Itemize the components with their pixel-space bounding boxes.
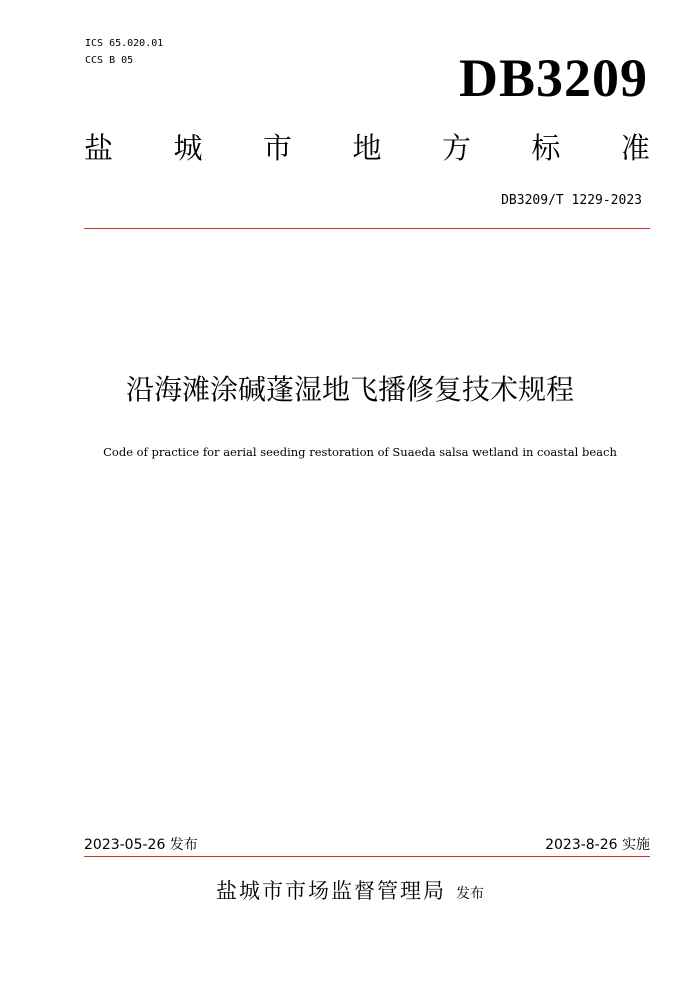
standard-type-char: 准: [620, 131, 650, 165]
db-code: DB3209: [458, 48, 648, 108]
ics-code: ICS 65.020.01: [85, 38, 164, 49]
top-divider: [84, 228, 650, 229]
issue-date: 2023-05-26 发布: [84, 837, 198, 853]
issuer: [0, 876, 700, 909]
standard-type-char: 市: [262, 131, 292, 165]
standard-type-char: 城: [173, 131, 203, 165]
english-title: Code of practice for aerial seeding restoration of Suaeda salsa wetland in coastal beach: [103, 445, 617, 459]
standard-number: DB3209/T 1229-2023: [501, 193, 642, 208]
implementation-date: 2023-8-26 实施: [545, 837, 650, 853]
standard-type-title: [84, 130, 650, 166]
chinese-title: 沿海滩涂碱蓬湿地飞播修复技术规程: [125, 373, 574, 406]
bottom-divider: [84, 856, 650, 857]
standard-type-char: 方: [441, 131, 471, 165]
standard-type-char: 地: [352, 131, 382, 165]
ccs-code: CCS B 05: [85, 55, 134, 66]
issuer-suffix: 发布: [456, 886, 484, 902]
standard-type-char: 盐: [84, 131, 114, 165]
issuer-name: 盐城市市场监督管理局: [216, 879, 446, 903]
standard-type-char: 标: [531, 131, 561, 165]
